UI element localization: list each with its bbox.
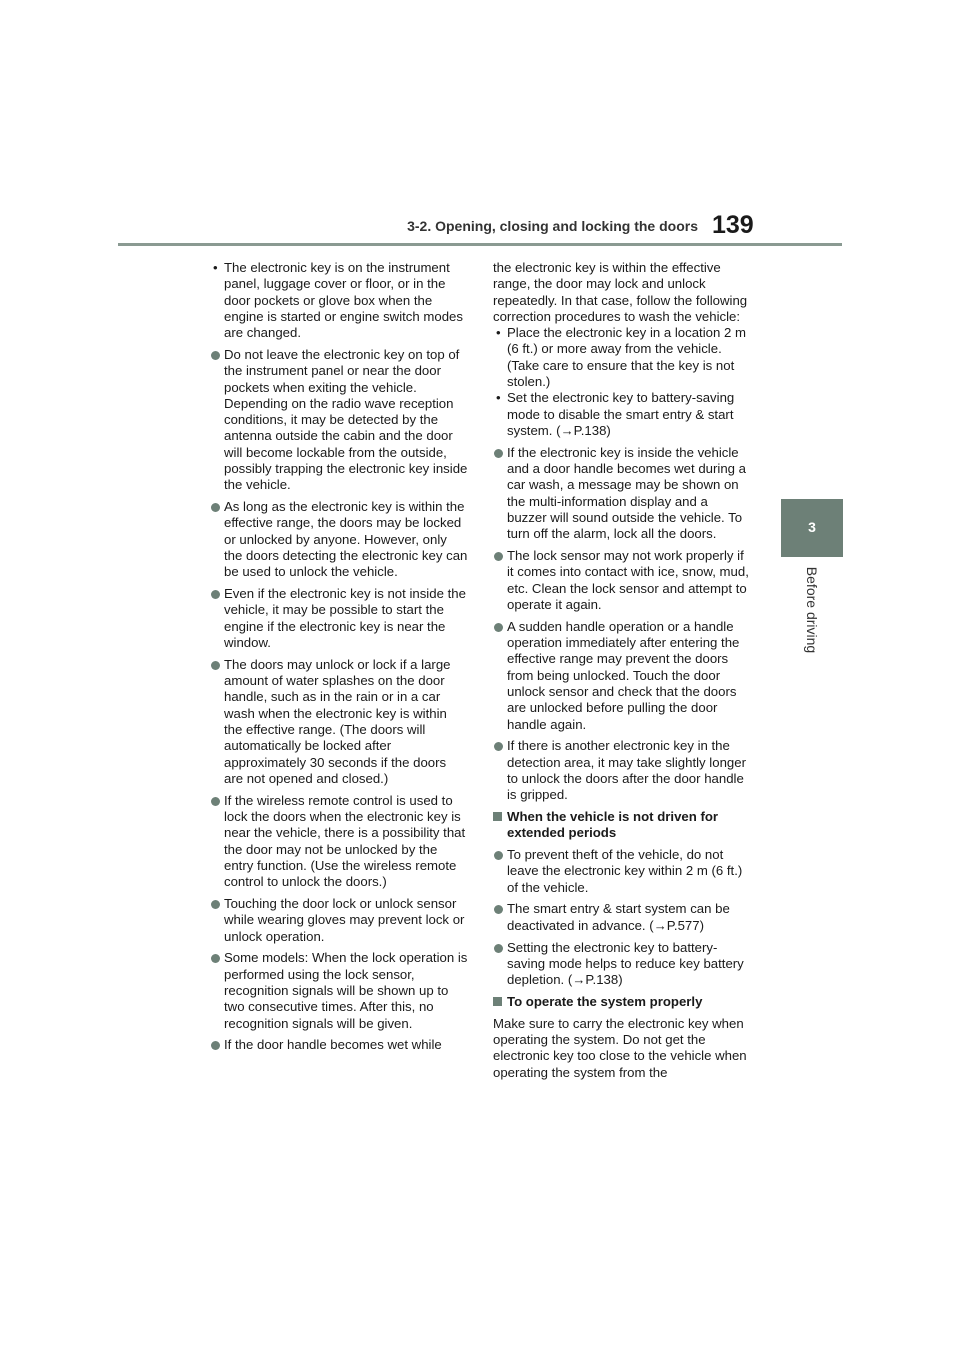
sub-bullet-mark: • — [496, 390, 501, 406]
bullet-dot-icon — [211, 503, 220, 512]
bullet-dot-icon — [494, 449, 503, 458]
section-heading: To operate the system properly — [493, 994, 751, 1010]
list-item: Setting the electronic key to battery-saving mode helps to reduce key battery depletion. (→P.138) — [493, 940, 751, 989]
list-item: To prevent theft of the vehicle, do not leave the electronic key within 2 m (6 ft.) of the vehicle. — [493, 847, 751, 896]
list-item: • The electronic key is on the instrument panel, luggage cover or floor, or in the door pockets or glove box when the engine is started or engine switch modes are changed. — [213, 260, 463, 341]
list-item: As long as the electronic key is within the effective range, the doors may be locked or unlocked by anyone. However, only the doors detecting the electronic key can be used to unlock the vehicle. — [210, 499, 468, 580]
list-item: If the door handle becomes wet while — [210, 1037, 468, 1053]
list-item: If there is another electronic key in the detection area, it may take slightly longer to unlock the doors after the door handle is gripped. — [493, 738, 751, 803]
bullet-dot-icon — [494, 944, 503, 953]
list-item: Even if the electronic key is not inside the vehicle, it may be possible to start the engine if the electronic key is near the window. — [210, 586, 468, 651]
bullet-dot-icon — [211, 590, 220, 599]
bullet-dot-icon — [494, 905, 503, 914]
right-column — [493, 260, 751, 1086]
bullet-dot-icon — [211, 661, 220, 670]
continuation-text: the electronic key is within the effective range, the door may lock and unlock repeatedly. In that case, follow the following correction procedures to wash the vehicle: — [493, 260, 748, 324]
list-item: A sudden handle operation or a handle operation immediately after entering the effective range may prevent the doors from being unlocked. Touch the door unlock sensor and check that the doors are unlocked before pulling the door handle again. — [493, 619, 751, 733]
chapter-label: Before driving — [804, 566, 820, 654]
list-item: The lock sensor may not work properly if it comes into contact with ice, snow, mud, etc. Clean the lock sensor and attempt to operate it again. — [493, 548, 751, 613]
chapter-number: 3 — [808, 519, 816, 535]
chapter-tab — [781, 499, 843, 557]
bullet-dot-icon — [494, 623, 503, 632]
section-heading: When the vehicle is not driven for extended periods — [493, 809, 751, 842]
header-divider — [118, 243, 842, 246]
bullet-dot-icon — [211, 954, 220, 963]
bullet-dot-icon — [211, 900, 220, 909]
list-item: Some models: When the lock operation is performed using the lock sensor, recognition signals will be shown up to two consecutive times. After this, no recognition signals will be given. — [210, 950, 468, 1031]
body-paragraph: Make sure to carry the electronic key when operating the system. Do not get the electronic key too close to the vehicle when operating the system from the — [493, 1015, 747, 1080]
list-item: Touching the door lock or unlock sensor while wearing gloves may prevent lock or unlock operation. — [210, 896, 468, 945]
bullet-dot-icon — [494, 742, 503, 751]
page-number: 139 — [712, 211, 754, 239]
list-item: The doors may unlock or lock if a large amount of water splashes on the door handle, such as in the rain or in a car wash when the electronic key is within the effective range. (The doors will automatically be locked after approximately 30 seconds if the doors are not opened and closed.) — [210, 657, 468, 787]
sub-bullet-mark: • — [496, 325, 501, 341]
heading-square-icon — [493, 997, 502, 1006]
list-item: If the wireless remote control is used to lock the doors when the electronic key is near the vehicle, there is a possibility that the door may not be unlocked by the entry function. (Use the wireless remote control to unlock the doors.) — [210, 793, 468, 891]
list-item: The smart entry & start system can be deactivated in advance. (→P.577) — [493, 901, 751, 934]
bullet-dot-icon — [494, 552, 503, 561]
list-item: • Set the electronic key to battery-saving mode to disable the smart entry & start system. (→P.138) — [496, 390, 735, 438]
list-item: If the electronic key is inside the vehicle and a door handle becomes wet during a car wash, a message may be shown on the multi-information display and a buzzer will sound outside the vehicle. To turn off the alarm, lock all the doors. — [493, 445, 751, 543]
bullet-dot-icon — [211, 797, 220, 806]
sub-bullet-mark: • — [213, 260, 218, 275]
bullet-dot-icon — [494, 851, 503, 860]
section-title: 3-2. Opening, closing and locking the doors — [407, 218, 698, 234]
heading-square-icon — [493, 812, 502, 821]
bullet-dot-icon — [211, 351, 220, 360]
bullet-dot-icon — [211, 1041, 220, 1050]
left-column — [210, 260, 468, 1059]
list-item: Do not leave the electronic key on top of the instrument panel or near the door pockets when exiting the vehicle. Depending on the radio wave reception conditions, it may be detected by the antenna outside the cabin and the door will become lockable from the outside, possibly trapping the electronic key inside the vehicle. — [210, 347, 468, 494]
list-item: • Place the electronic key in a location 2 m (6 ft.) or more away from the vehicle. (Take care to ensure that the key is not stolen.) — [496, 325, 746, 390]
